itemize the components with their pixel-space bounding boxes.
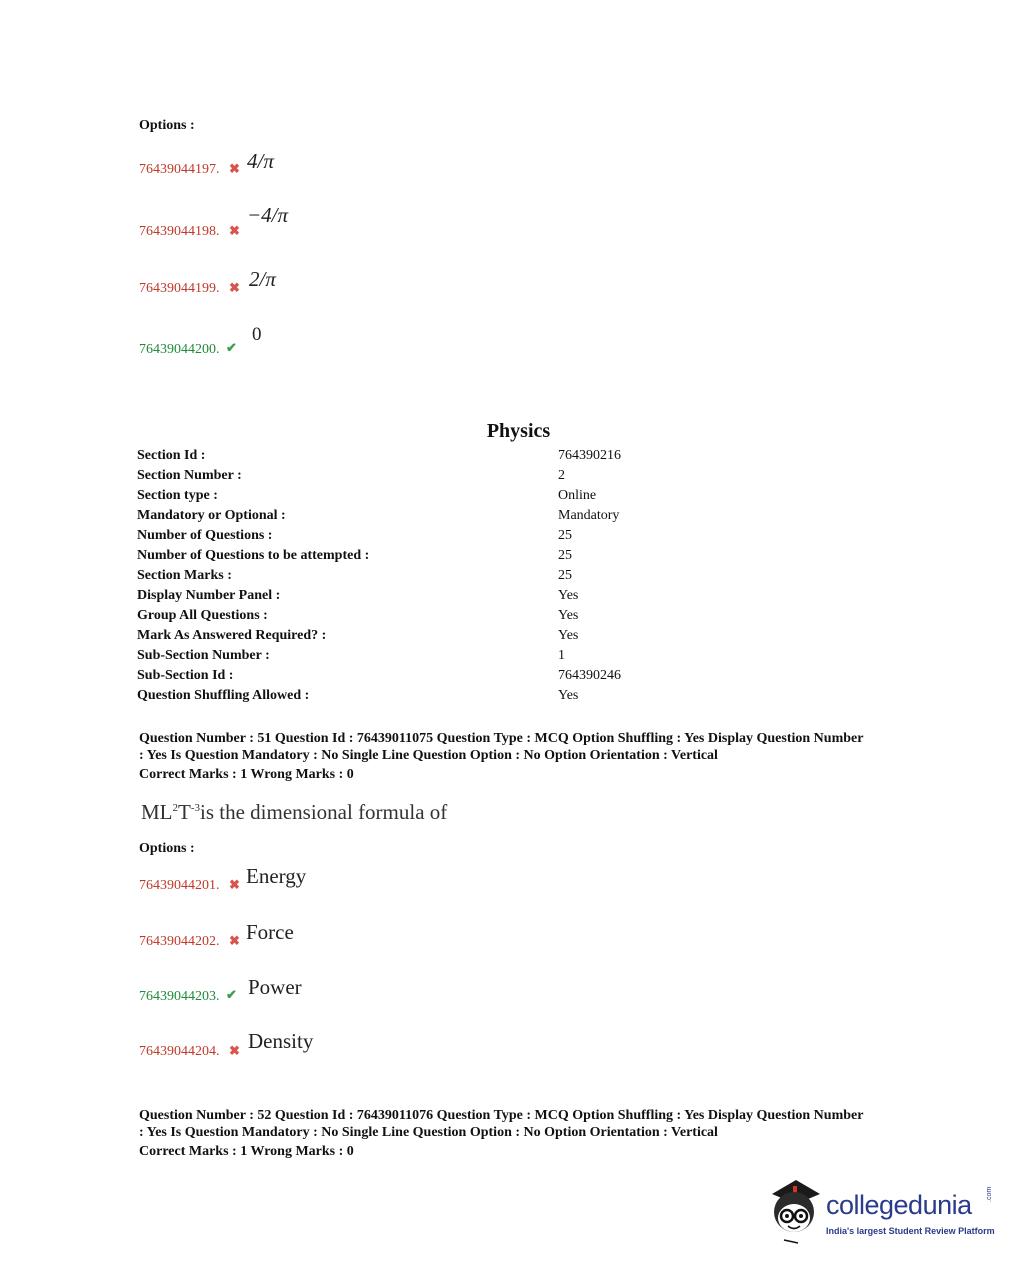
section-key: Number of Questions to be attempted : — [137, 548, 370, 563]
section-value: Yes — [558, 628, 579, 643]
question-text-part: T — [178, 800, 191, 824]
question-header-line: Question Number : 52 Question Id : 76439011076 Question Type : MCQ Option Shuffling : Yes Display Question Number — [139, 1108, 864, 1123]
section-value: 25 — [558, 568, 572, 583]
question-text-part: ML — [141, 800, 173, 824]
question-text-part: is the dimensional formula of — [200, 800, 448, 824]
question-marks: Correct Marks : 1 Wrong Marks : 0 — [139, 767, 354, 782]
section-value: Online — [558, 488, 597, 503]
section-value: 25 — [558, 528, 572, 543]
section-key: Section Marks : — [137, 568, 232, 583]
options-label: Options : — [139, 841, 195, 856]
option-id: 76439044197. — [139, 162, 220, 177]
option-value: Force — [246, 920, 294, 944]
option-id: 76439044202. — [139, 934, 220, 949]
section-value: Yes — [558, 688, 579, 703]
section-key: Mandatory or Optional : — [137, 508, 286, 523]
wrong-mark-icon: ✖ — [229, 161, 240, 176]
section-key: Number of Questions : — [137, 528, 273, 543]
section-key: Sub-Section Id : — [137, 668, 234, 683]
question-text — [141, 800, 447, 825]
option-value: 0 — [252, 324, 262, 345]
question-text-sup: -3 — [190, 802, 200, 814]
mascot-icon — [764, 1176, 824, 1246]
wrong-mark-icon: ✖ — [229, 280, 240, 295]
wrong-mark-icon: ✖ — [229, 1043, 240, 1058]
option-value: 2/π — [249, 267, 276, 291]
question-text-sup: 2 — [172, 802, 178, 814]
section-value: Yes — [558, 588, 579, 603]
section-value: 764390246 — [558, 668, 621, 683]
option-id: 76439044203. — [139, 989, 220, 1004]
option-id: 76439044199. — [139, 281, 220, 296]
check-mark-icon: ✔ — [226, 340, 237, 355]
section-title: Physics — [486, 420, 551, 442]
section-key: Mark As Answered Required? : — [137, 628, 327, 643]
section-value: Mandatory — [558, 508, 620, 523]
question-header — [139, 1107, 899, 1160]
check-mark-icon: ✔ — [226, 987, 237, 1002]
section-key: Section type : — [137, 488, 218, 503]
section-value: 1 — [558, 648, 565, 663]
section-value: Yes — [558, 608, 579, 623]
question-header — [139, 730, 899, 783]
option-id: 76439044200. — [139, 342, 220, 357]
logo-name: collegedunia — [826, 1190, 972, 1220]
section-key: Section Id : — [137, 448, 206, 463]
section-value: 2 — [558, 468, 565, 483]
option-value: Power — [248, 975, 302, 999]
option-value: 4/π — [247, 149, 274, 173]
options-label: Options : — [139, 118, 195, 133]
wrong-mark-icon: ✖ — [229, 877, 240, 892]
section-key: Display Number Panel : — [137, 588, 281, 603]
question-header-line: : Yes Is Question Mandatory : No Single Line Question Option : No Option Orientation : Vertical — [139, 748, 718, 763]
section-key: Group All Questions : — [137, 608, 268, 623]
option-value: Energy — [246, 864, 307, 888]
wrong-mark-icon: ✖ — [229, 223, 240, 238]
logo-suffix: .com — [986, 1186, 993, 1202]
question-header-line: Question Number : 51 Question Id : 76439011075 Question Type : MCQ Option Shuffling : Yes Display Question Number — [139, 731, 864, 746]
section-key: Question Shuffling Allowed : — [137, 688, 310, 703]
section-key: Section Number : — [137, 468, 242, 483]
wrong-mark-icon: ✖ — [229, 933, 240, 948]
option-id: 76439044198. — [139, 224, 220, 239]
logo-tagline: India's largest Student Review Platform — [826, 1226, 995, 1236]
question-header-line: : Yes Is Question Mandatory : No Single Line Question Option : No Option Orientation : Vertical — [139, 1125, 718, 1140]
option-id: 76439044204. — [139, 1044, 220, 1059]
option-value: Density — [248, 1029, 314, 1053]
section-value: 764390216 — [558, 448, 621, 463]
option-id: 76439044201. — [139, 878, 220, 893]
option-value: −4/π — [247, 203, 289, 227]
section-key: Sub-Section Number : — [137, 648, 270, 663]
section-value: 25 — [558, 548, 572, 563]
question-marks: Correct Marks : 1 Wrong Marks : 0 — [139, 1144, 354, 1159]
collegedunia-logo — [764, 1176, 994, 1246]
